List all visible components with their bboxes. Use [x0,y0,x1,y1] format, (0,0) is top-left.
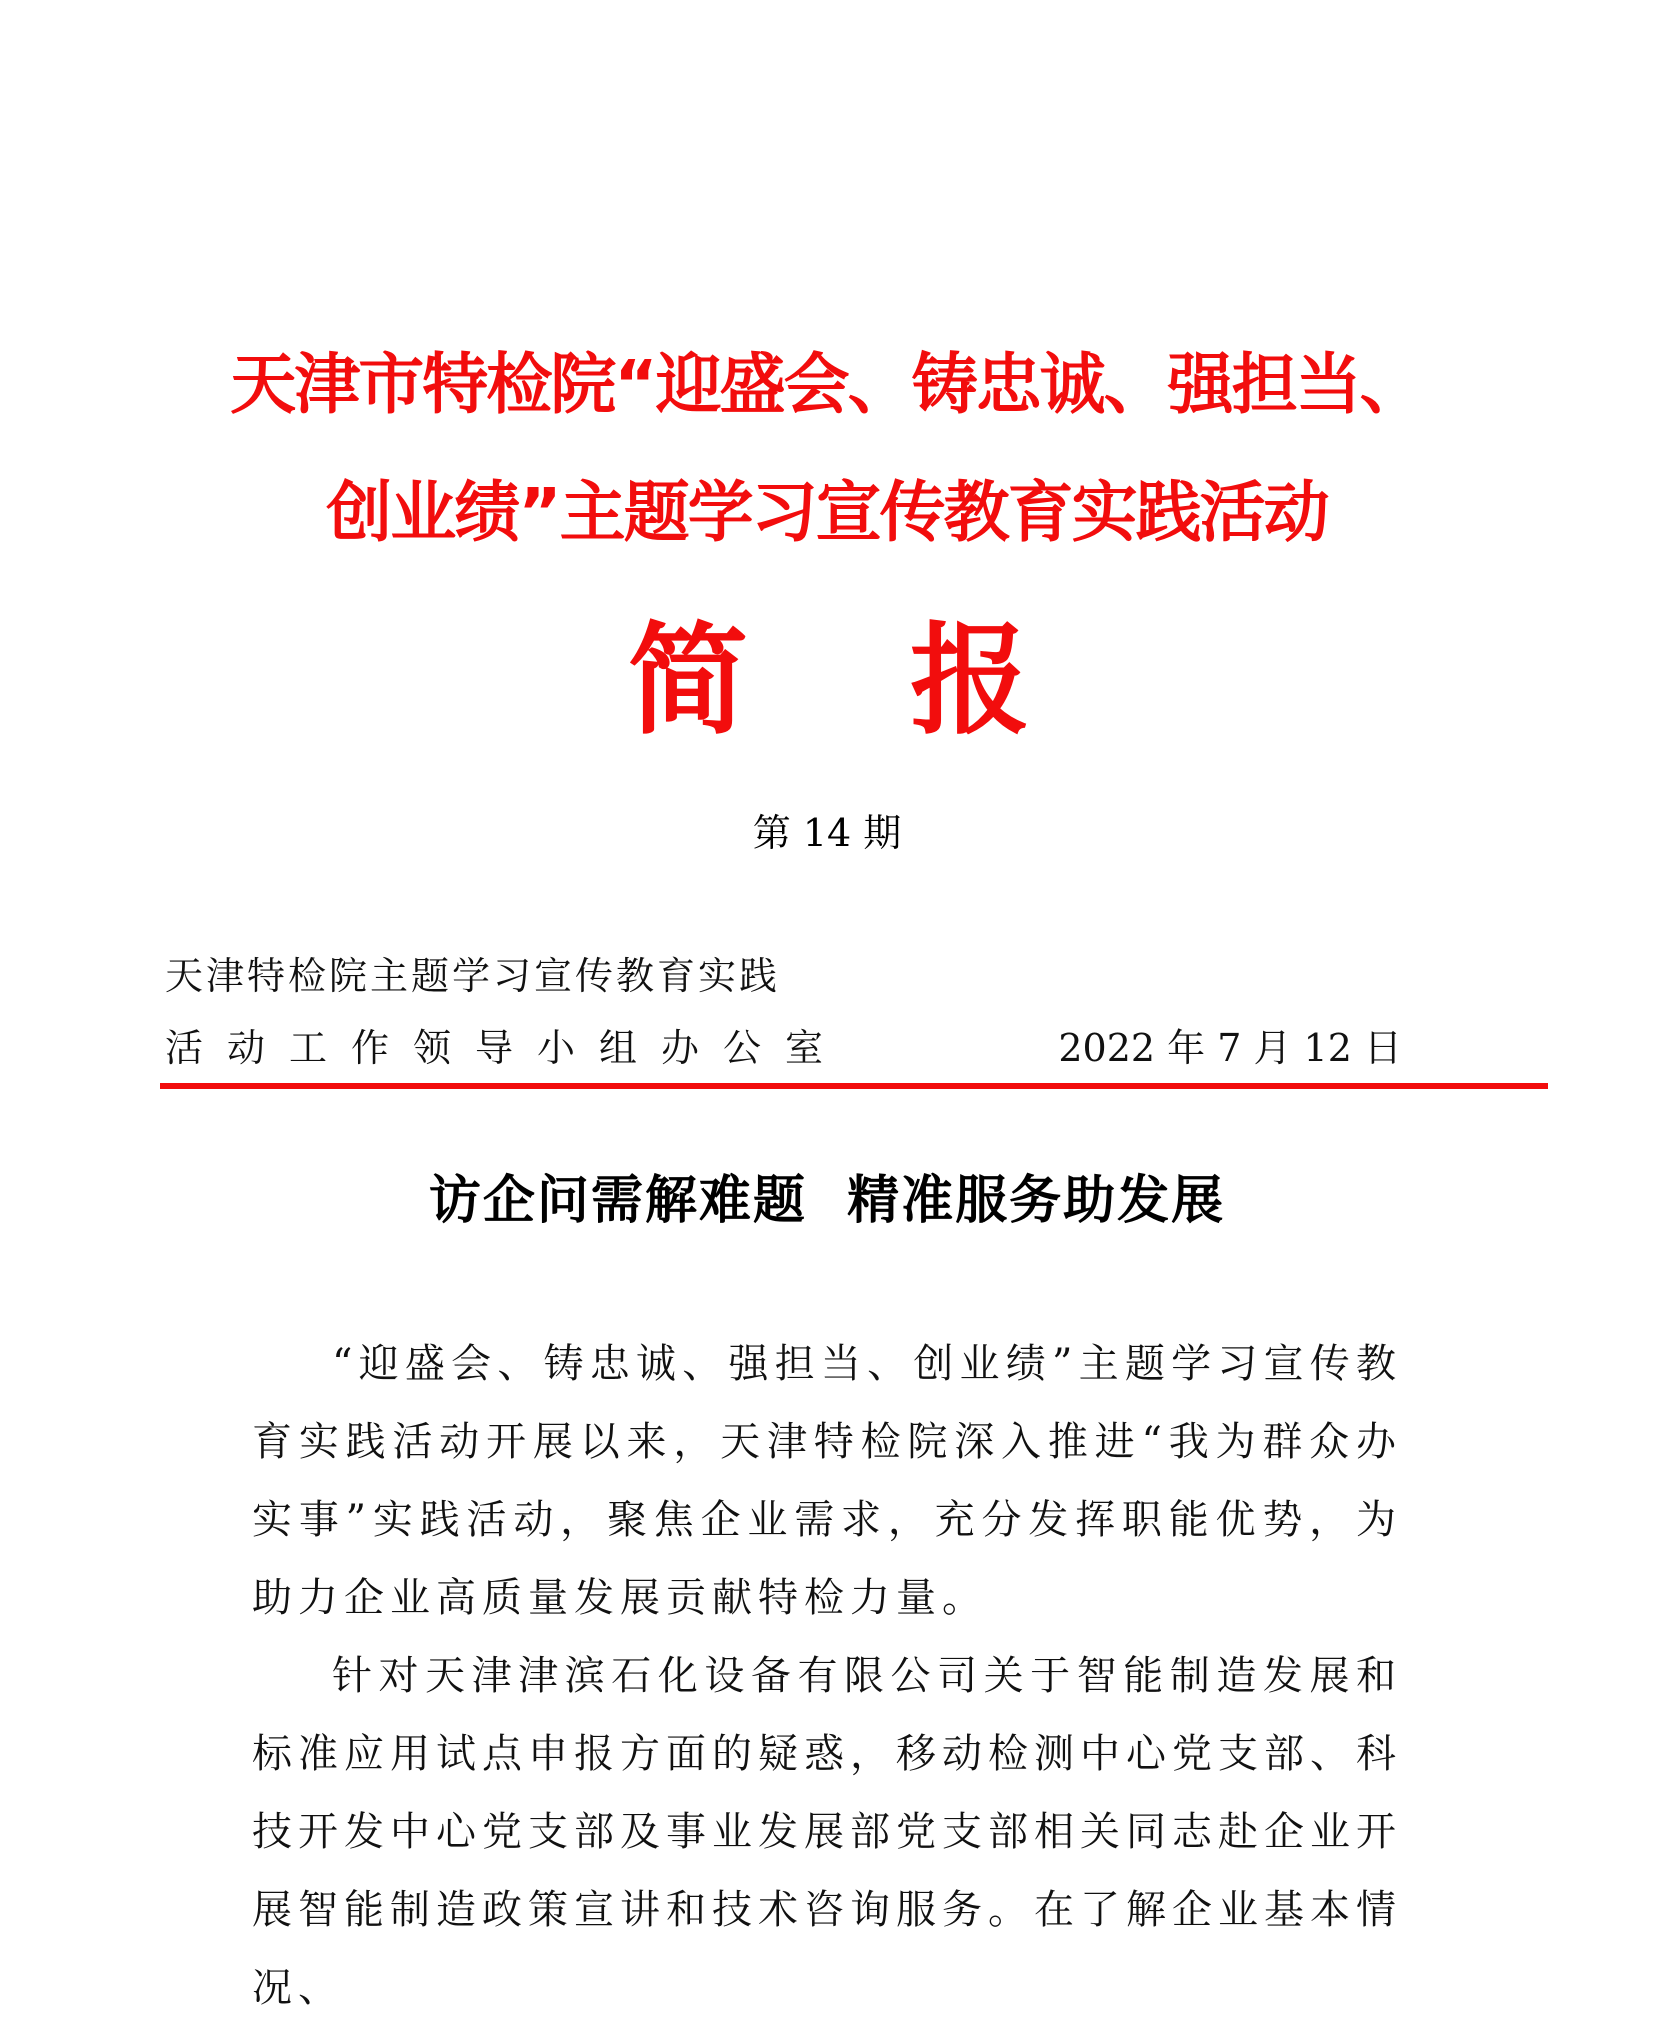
document-title-line-1: 天津市特检院“迎盛会、铸忠诚、强担当、 [230,346,1424,423]
article-title: 访企问需解难题 精准服务助发展 [428,1171,1226,1231]
bulletin-label-char-2: 报 [910,612,1030,751]
document-title-line-2: 创业绩”主题学习宣传教育实践活动 [326,474,1328,551]
issue-number: 第 14 期 [752,811,902,855]
bulletin-label-char-1: 简 [628,612,748,751]
red-divider-line [160,1083,1548,1089]
article-paragraph-1: “迎盛会、铸忠诚、强担当、创业绩”主题学习宣传教育实践活动开展以来，天津特检院深入推进“我为群众办实事”实践活动，聚焦企业需求，充分发挥职能优势，为助力企业高质量发展贡献特检力量。 [252,1341,1402,1621]
article-paragraph-2: 针对天津津滨石化设备有限公司关于智能制造发展和标准应用试点申报方面的疑惑，移动检测中心党支部、科技开发中心党支部及事业发展部党支部相关同志赴企业开展智能制造政策宣讲和技术咨询服务。在了解企业基本情况、 [252,1653,1402,2011]
issuer-line-2: 活动工作领导小组办公室 [165,1026,848,1070]
issue-date: 2022 年 7 月 12 日 [1058,1026,1402,1070]
issuer-line-1: 天津特检院主题学习宣传教育实践 [165,954,781,998]
article-body [252,1325,1402,2027]
